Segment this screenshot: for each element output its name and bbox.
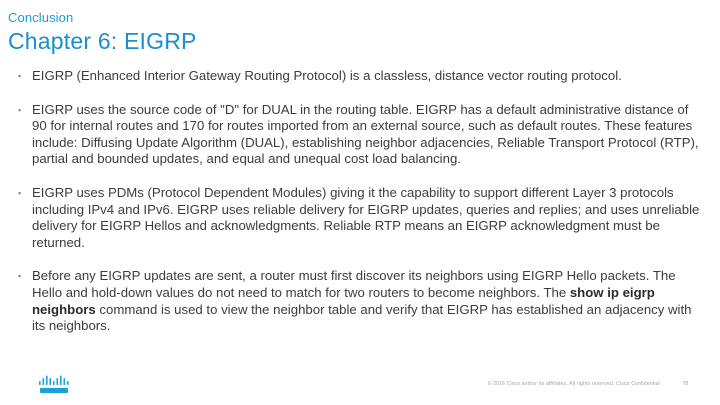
- footer: [0, 371, 720, 405]
- bullet-item: [18, 68, 702, 85]
- bullet-list: [18, 68, 702, 352]
- bullet-marker-icon: ▪: [18, 187, 22, 198]
- bullet-text: EIGRP uses PDMs (Protocol Dependent Modules) giving it the capability to support different Layer 3 protocols including IPv4 and IPv6. EIGRP uses reliable delivery for EIGRP updates, queries and replies; and uses unreliable delivery for EIGRP Hellos and acknowledgments. Reliable RTP means an EIGRP acknowledgment must be returned.: [32, 184, 700, 250]
- command-text: show ip eigrp neighbors: [32, 284, 655, 317]
- bullet-item: [18, 185, 702, 251]
- bullet-item: [18, 102, 702, 168]
- bullet-text: EIGRP uses the source code of "D" for DUAL in the routing table. EIGRP has a default administrative distance of 90 for internal routes and 170 for routes imported from an external source, such as default routes. These features include: Diffusing Update Algorithm (DUAL), establishing neighbor adjacencies, Reliable Transport Protocol (RTP), partial and bounded updates, and equal and unequal cost load balancing.: [32, 101, 699, 167]
- bullet-item: [18, 268, 702, 334]
- section-label: Conclusion: [8, 10, 74, 25]
- bullet-text-before: Before any EIGRP updates are sent, a router must first discover its neighbors using EIGRP Hello packets. The Hello and hold-down values do not need to match for two routers to become neighbors. The: [32, 268, 676, 300]
- slide-title: Chapter 6: EIGRP: [8, 28, 197, 54]
- page-number: 78: [682, 381, 688, 387]
- bullet-marker-icon: ▪: [18, 71, 22, 81]
- copyright-text: © 2016 Cisco and/or its affiliates. All rights reserved. Cisco Confidential: [487, 381, 660, 387]
- cisco-logo-icon: [38, 375, 70, 395]
- bullet-text-after: command is used to view the neighbor table and verify that EIGRP has established an adjacency with its neighbors.: [32, 301, 692, 334]
- bullet-marker-icon: ▪: [18, 104, 22, 115]
- bullet-marker-icon: ▪: [18, 271, 22, 282]
- bullet-text: EIGRP (Enhanced Interior Gateway Routing Protocol) is a classless, distance vector routing protocol.: [32, 68, 622, 83]
